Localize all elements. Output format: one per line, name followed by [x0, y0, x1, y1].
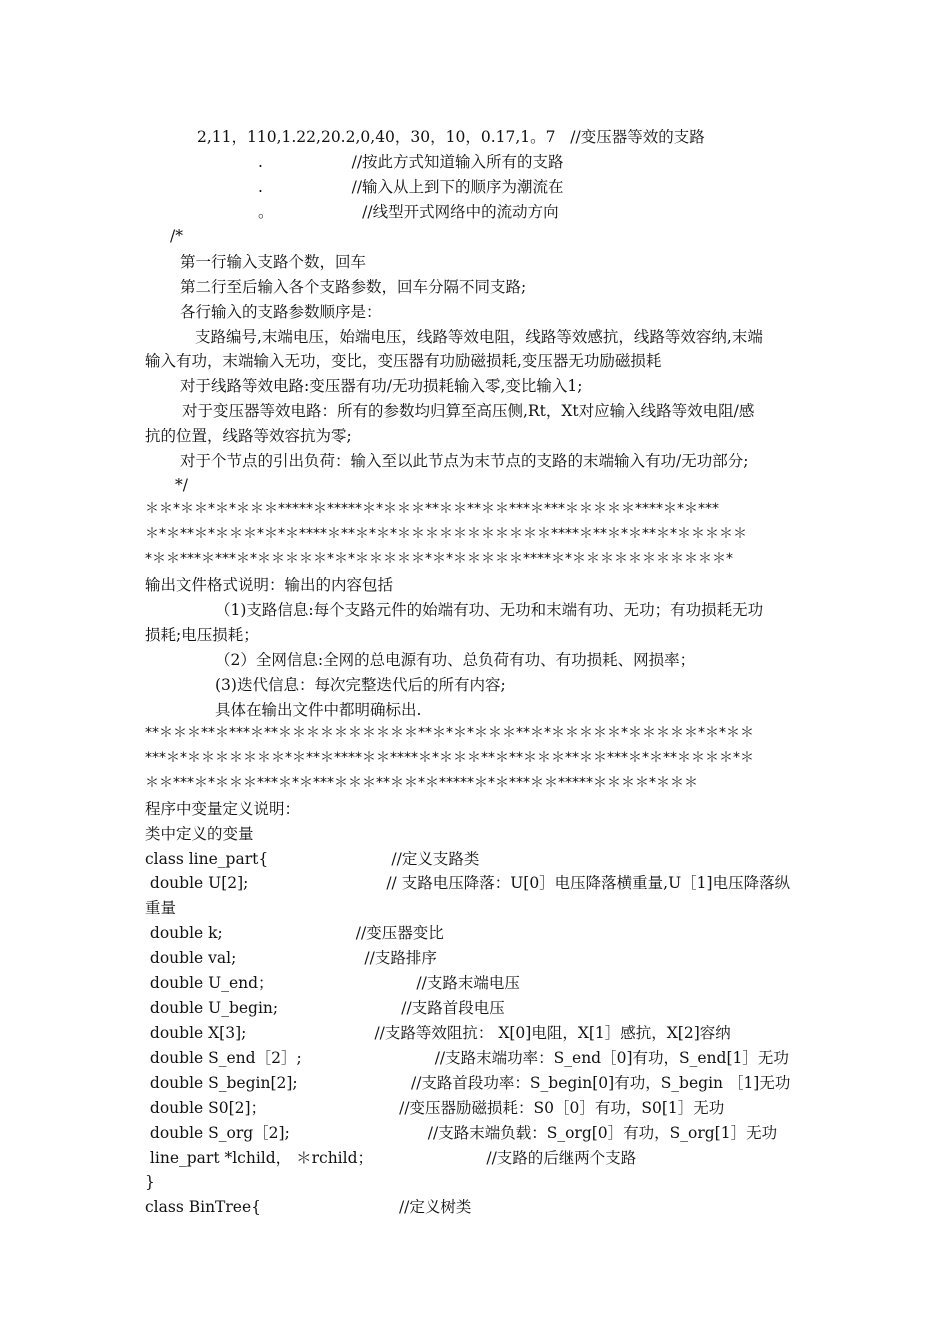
- text-line: 。 //线型开式网络中的流动方向: [258, 203, 559, 221]
- text-line: 具体在输出文件中都明确标出.: [215, 701, 422, 719]
- text-line: （2）全网信息:全网的总电源有功、总负荷有功、有功损耗、网损率；: [215, 651, 696, 669]
- text-line: /*: [170, 227, 183, 245]
- code-line: class BinTree{ //定义树类: [145, 1198, 472, 1216]
- code-line: class line_part{ //定义支路类: [145, 850, 480, 868]
- code-line: 重量: [145, 899, 177, 917]
- text-line: 各行输入的支路参数顺序是：: [180, 303, 382, 321]
- code-line: double X[3]; //支路等效阻抗： X[0]电阻，X[1］感抗，X[2]容纳: [145, 1024, 731, 1042]
- code-line: double U_end； //支路末端电压: [145, 974, 520, 992]
- text-line: （1)支路信息:每个支路元件的始端有功、无功和末端有功、无功；有功损耗无功: [215, 601, 764, 619]
- code-line: double S_org［2]; //支路末端负载：S_org[0］有功，S_org[1］无功: [145, 1124, 778, 1142]
- text-line: 支路编号,末端电压，始端电压，线路等效电阻，线路等效感抗，线路等效容纳,末端: [195, 328, 763, 346]
- separator-line: ＊*＊**＊*＊＊＊*＊*＊****＊**＊*＊*＊＊＊＊＊＊＊＊＊＊＊****＊**＊*＊**＊*＊＊＊＊＊: [145, 526, 747, 542]
- text-line: 对于线路等效电路:变压器有功/无功损耗输入零,变比输入1;: [180, 377, 583, 395]
- separator-line: *＊＊***＊***＊*＊＊＊＊＊*＊*＊＊＊＊＊*＊*＊＊＊＊＊****＊*＊＊＊＊＊＊＊＊＊＊＊*: [145, 551, 733, 567]
- code-line: double S_begin[2]; //支路首段功率：S_begin[0]有功，S_begin ［1]无功: [145, 1074, 791, 1092]
- text-line: 输出文件格式说明：输出的内容包括: [145, 576, 394, 594]
- code-line: double U[2]; // 支路电压降落：U[0］电压降落横重量,U［1]电压降落纵: [145, 874, 791, 892]
- text-line: 对于变压器等效电路：所有的参数均归算至高压侧,Rt，Xt对应输入线路等效电阻/感: [182, 402, 755, 420]
- code-line: }: [145, 1173, 155, 1191]
- text-line: 抗的位置，线路等效容抗为零;: [145, 427, 352, 445]
- text-line: 程序中变量定义说明：: [145, 800, 301, 818]
- text-line: 输入有功，末端输入无功，变比，变压器有功励磁损耗,变压器无功励磁损耗: [145, 352, 662, 370]
- text-line: 损耗;电压损耗；: [145, 626, 259, 644]
- text-line: */: [175, 476, 188, 494]
- text-line: 2,11，110,1.22,20.2,0,40，30，10，0.17,1。7 //变压器等效的支路: [197, 128, 705, 146]
- code-line: double k; //变压器变比: [145, 924, 444, 942]
- text-line: 类中定义的变量: [145, 825, 254, 843]
- text-line: (3)迭代信息：每次完整迭代后的所有内容;: [215, 676, 506, 694]
- text-line: . //输入从上到下的顺序为潮流在: [258, 178, 564, 196]
- text-line: . //按此方式知道输入所有的支路: [258, 153, 564, 171]
- code-line: double val; //支路排序: [145, 949, 437, 967]
- separator-line: ＊＊***＊*＊＊＊***＊*＊***＊＊＊**＊＊*＊*****＊*＊***＊＊*****＊＊＊＊*＊＊＊: [145, 775, 698, 791]
- code-line: line_part *lchild， ＊rchild； //支路的后继两个支路: [145, 1149, 637, 1167]
- code-line: double S_end［2］; //支路末端功率：S_end［0]有功，S_end[1］无功: [145, 1049, 789, 1067]
- separator-line: **＊＊＊**＊***＊**＊＊＊＊＊＊＊＊＊＊**＊*＊*＊＊＊**＊*＊＊＊＊＊*＊＊＊＊＊*＊*＊＊: [145, 725, 754, 741]
- text-line: 对于个节点的引出负荷：输入至以此节点为末节点的支路的末端输入有功/无功部分;: [180, 452, 749, 470]
- text-line: 第一行输入支路个数，回车: [180, 253, 367, 271]
- separator-line: ***＊*＊＊＊＊＊＊＊*＊**＊****＊＊****＊*＊＊＊**＊**＊＊＊**＊＊***＊*＊**＊＊＊＊*＊: [145, 750, 754, 766]
- code-line: double S0[2]； //变压器励磁损耗：S0［0］有功，S0[1］无功: [145, 1099, 725, 1117]
- code-line: double U_begin; //支路首段电压: [145, 999, 505, 1017]
- text-line: 第二行至后输入各个支路参数，回车分隔不同支路;: [180, 278, 527, 296]
- separator-line: ＊＊*＊＊*＊*＊＊＊*****＊*****＊*＊＊＊**＊＊**＊＊***＊***＊＊＊＊＊****＊*＊***: [145, 501, 719, 517]
